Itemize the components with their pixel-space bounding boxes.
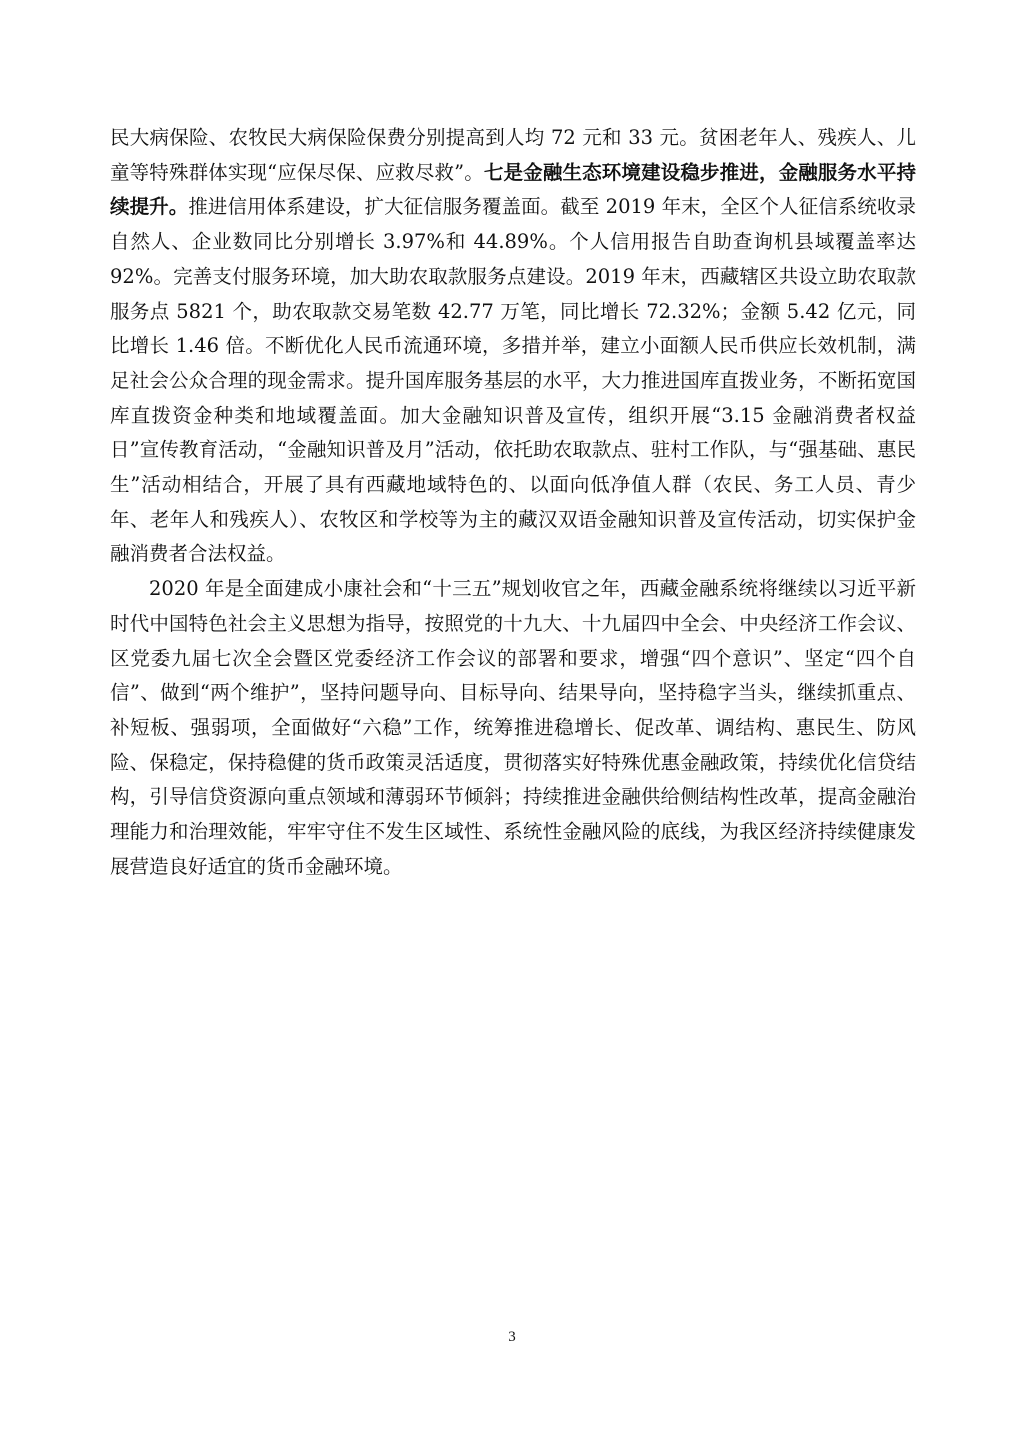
section-heading-seven: 七是金融生态环境建设稳步推进，金融服务水平持续提升。 xyxy=(110,160,916,219)
paragraph-text: 民大病保险、农牧民大病保险保费分别提高到人均 72 元和 33 元。贫困老年人、残疾人、儿童等特殊群体实现“应保尽保、应救尽救”。 xyxy=(110,126,916,184)
paragraph-text: 推进信用体系建设，扩大征信服务覆盖面。截至 2019 年末，全区个人征信系统收录自然人、企业数同比分别增长 3.97%和 44.89%。个人信用报告自助查询机县域覆盖率达 92%。完善支付服务环境，加大助农取款服务点建设。2019 年末，西藏辖区共设立助农取款服务点 5821 个，助农取款交易笔数 42.77 万笔，同比增长 72.32%；金额 5.42 亿元，同比增长 1.46 倍。不断优化人民币流通环境，多措并举，建立小面额人民币供应长效机制，满足社会公众合理的现金需求。提升国库服务基层的水平，大力推进国库直拨业务，不断拓宽国库直拨资金种类和地域覆盖面。加大金融知识普及宣传，组织开展“3.15 金融消费者权益日”宣传教育活动，“金融知识普及月”活动，依托助农取款点、驻村工作队，与“强基础、惠民生”活动相结合，开展了具有西藏地域特色的、以面向低净值人群（农民、务工人员、青少年、老年人和残疾人）、农牧区和学校等为主的藏汉双语金融知识普及宣传活动，切实保护金融消费者合法权益。 xyxy=(110,195,916,566)
page-body xyxy=(110,121,916,884)
page-number: 3 xyxy=(508,1329,516,1345)
paragraph-outlook: 2020 年是全面建成小康社会和“十三五”规划收官之年，西藏金融系统将继续以习近平新时代中国特色社会主义思想为指导，按照党的十九大、十九届四中全会、中央经济工作会议、区党委九届七次全会暨区党委经济工作会议的部署和要求，增强“四个意识”、坚定“四个自信”、做到“两个维护”，坚持问题导向、目标导向、结果导向，坚持稳字当头，继续抓重点、补短板、强弱项，全面做好“六稳”工作，统筹推进稳增长、促改革、调结构、惠民生、防风险、保稳定，保持稳健的货币政策灵活适度，贯彻落实好特殊优惠金融政策，持续优化信贷结构，引导信贷资源向重点领域和薄弱环节倾斜；持续推进金融供给侧结构性改革，提高金融治理能力和治理效能，牢牢守住不发生区域性、系统性金融风险的底线，为我区经济持续健康发展营造良好适宜的货币金融环境。 xyxy=(110,577,916,878)
paragraph-continued xyxy=(110,121,916,572)
